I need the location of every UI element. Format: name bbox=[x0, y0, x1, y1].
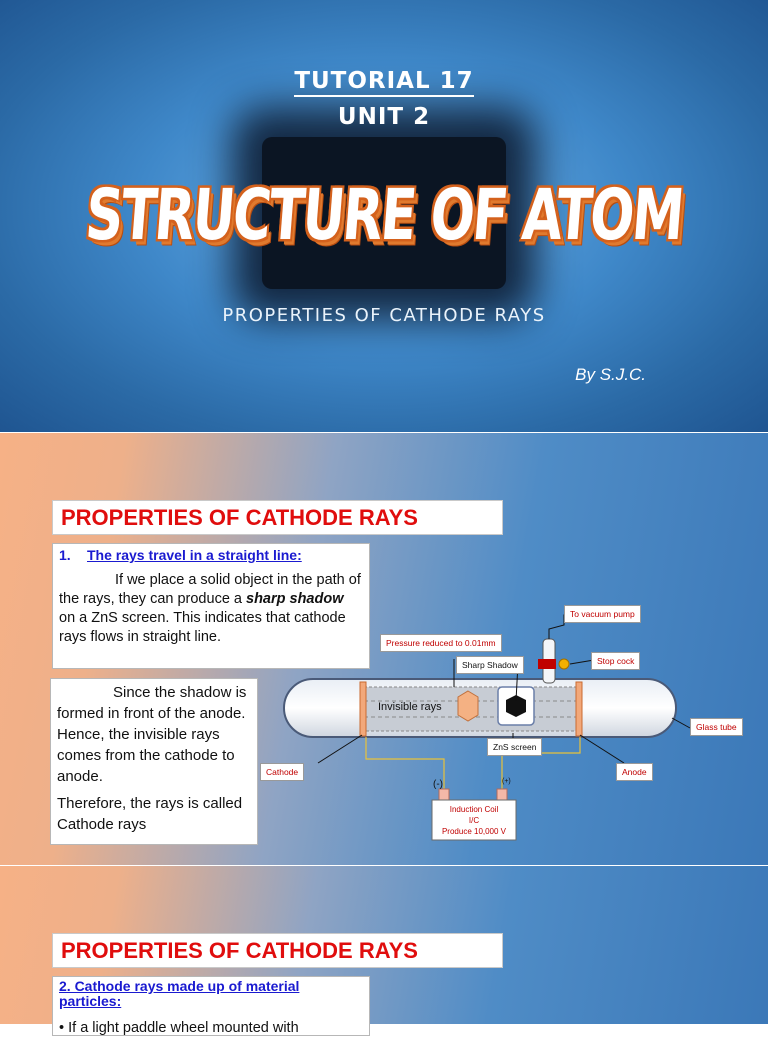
pressure-label: Pressure reduced to 0.01mm bbox=[380, 634, 502, 652]
unit-heading: UNIT 2 bbox=[337, 104, 431, 130]
positive-terminal: (+) bbox=[502, 778, 511, 785]
properties-slide-1 bbox=[0, 433, 768, 865]
coil-label-3: Produce 10,000 V bbox=[441, 827, 507, 836]
explanation-paragraph: Since the shadow is formed in front of the anode. Hence, the invisible rays comes from the cathode to anode. bbox=[57, 684, 247, 785]
point-2-bullet: • If a light paddle wheel mounted with bbox=[59, 1020, 299, 1036]
coil-label-1: Induction Coil bbox=[449, 805, 499, 814]
solid-object bbox=[458, 691, 478, 721]
point-2-heading: 2. Cathode rays made up of material particles: bbox=[59, 978, 300, 1009]
negative-terminal: (-) bbox=[433, 779, 443, 790]
coil-label-2: I/C bbox=[468, 816, 480, 825]
author-credit: By S.J.C. bbox=[575, 365, 646, 384]
invisible-rays-label: Invisible rays bbox=[378, 701, 442, 713]
anode-electrode bbox=[576, 682, 582, 736]
glass-tube-label: Glass tube bbox=[690, 718, 743, 736]
cathode-label: Cathode bbox=[260, 763, 304, 781]
sharp-shadow-label: Sharp Shadow bbox=[456, 656, 524, 674]
point-1-paragraph: If we place a solid object in the path of the rays, they can produce a sharp shadow on a ZnS screen. This indicates that cathode rays flows in straight line. bbox=[59, 572, 361, 645]
slide-title-2: PROPERTIES OF CATHODE RAYS bbox=[52, 933, 503, 968]
subtitle: PROPERTIES OF CATHODE RAYS bbox=[222, 305, 546, 326]
properties-slide-2 bbox=[0, 866, 768, 1036]
explanation-box bbox=[50, 678, 258, 845]
zns-screen-label: ZnS screen bbox=[487, 738, 542, 756]
cathode-electrode bbox=[360, 682, 366, 736]
title-slide bbox=[0, 0, 768, 432]
anode-label: Anode bbox=[616, 763, 653, 781]
stop-cock-label: Stop cock bbox=[591, 652, 640, 670]
point-heading: 1. The rays travel in a straight line: bbox=[59, 547, 302, 563]
to-vacuum-pump-label: To vacuum pump bbox=[564, 605, 641, 623]
conclusion-paragraph: Therefore, the rays is called Cathode rays bbox=[57, 795, 243, 833]
slide-title: PROPERTIES OF CATHODE RAYS bbox=[52, 500, 503, 535]
point-2-box bbox=[52, 976, 370, 1036]
tutorial-heading: TUTORIAL 17 bbox=[0, 68, 768, 94]
stop-cock bbox=[538, 659, 556, 669]
main-title: STRUCTURE OF ATOM bbox=[82, 175, 686, 257]
